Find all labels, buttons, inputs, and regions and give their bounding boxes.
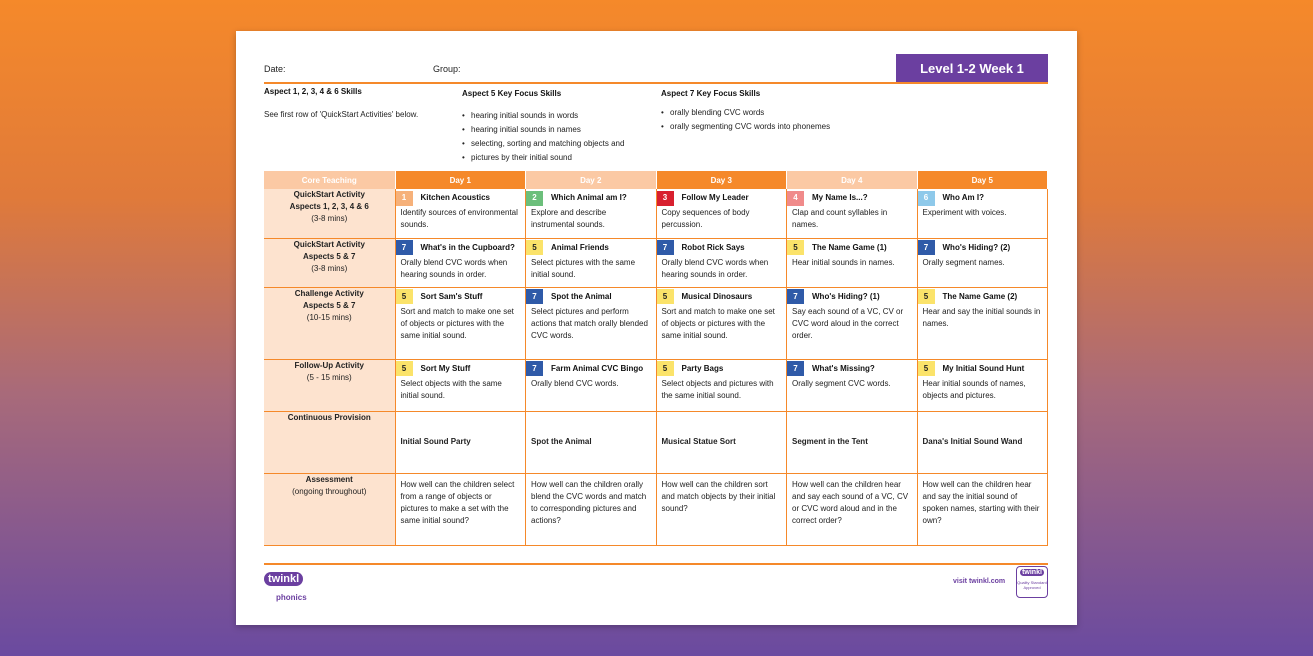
activity-title: Sort My Stuff — [420, 363, 471, 373]
activity-title: The Name Game (2) — [942, 291, 1018, 301]
activity-row — [264, 287, 1048, 359]
activity-row — [264, 189, 1048, 238]
activity-header — [662, 239, 783, 257]
activity-header — [531, 288, 652, 306]
activity-cell — [395, 238, 526, 287]
activity-description: Select pictures with the same initial sound. — [531, 257, 636, 279]
day-header: Day 4 — [787, 171, 918, 189]
activity-description: Orally segment names. — [922, 257, 1005, 267]
header-divider — [264, 82, 1048, 84]
activity-description: Select pictures and perform actions that match orally blended CVC words. — [531, 306, 648, 340]
day-header: Day 1 — [395, 171, 526, 189]
activity-title: Who Am I? — [942, 193, 984, 202]
activity-cell — [917, 287, 1048, 359]
planning-sheet — [236, 31, 1077, 625]
activity-row — [264, 359, 1048, 411]
aspect-badge: 2 — [526, 191, 543, 206]
group-label: Group: — [433, 64, 461, 74]
aspect-badge: 7 — [526, 289, 543, 304]
activity-header — [662, 360, 783, 378]
continuous-provision-row — [264, 411, 1048, 473]
activity-cell — [787, 238, 918, 287]
activity-description: Orally segment CVC words. — [792, 378, 891, 388]
activity-cell — [395, 359, 526, 411]
activity-title: Robot Rick Says — [681, 242, 745, 252]
row-label-title: QuickStart Activity — [293, 190, 365, 199]
provision-cell: Dana's Initial Sound Wand — [917, 411, 1048, 473]
visit-link[interactable]: visit twinkl.com — [953, 578, 1006, 585]
aspect-badge: 5 — [918, 289, 935, 304]
activity-title: Sort Sam's Stuff — [420, 291, 483, 301]
qa-badge-title: twinkl — [1020, 569, 1044, 576]
activity-title: What's in the Cupboard? — [420, 242, 515, 252]
row-label-duration: (10-15 mins) — [306, 312, 352, 322]
aspect-badge: 5 — [396, 289, 413, 304]
aspect5-heading: Aspect 5 Key Focus Skills — [462, 89, 562, 98]
logo-subtext: phonics — [276, 593, 307, 602]
activity-header — [792, 360, 913, 378]
activity-cell — [526, 189, 657, 238]
provision-cell: Musical Statue Sort — [656, 411, 787, 473]
activity-cell — [787, 359, 918, 411]
activity-title: Which Animal am I? — [551, 193, 627, 202]
activity-description: Select objects and pictures with the same initial sound. — [661, 378, 774, 400]
aspect-badge: 5 — [918, 361, 935, 376]
row-label — [264, 411, 395, 473]
provision-cell: Segment in the Tent — [787, 411, 918, 473]
aspect1-heading: Aspect 1, 2, 3, 4 & 6 Skills — [264, 87, 362, 96]
planning-table — [264, 171, 1048, 546]
activity-cell — [656, 359, 787, 411]
activity-header — [662, 288, 783, 306]
activity-title: Party Bags — [681, 363, 724, 373]
activity-header — [531, 239, 652, 257]
assessment-row — [264, 473, 1048, 545]
aspect-badge: 6 — [918, 191, 935, 206]
activity-description: Experiment with voices. — [922, 208, 1007, 217]
activity-header — [923, 288, 1044, 306]
activity-cell — [656, 287, 787, 359]
row-label — [264, 287, 395, 359]
qa-badge-text: Quality Standard Approved — [1017, 580, 1047, 590]
activity-cell — [787, 189, 918, 238]
activity-header — [401, 189, 522, 207]
aspect-badge: 5 — [787, 240, 804, 255]
aspect5-item: • hearing initial sounds in words — [462, 109, 624, 123]
activity-description: Orally blend CVC words. — [531, 378, 619, 388]
activity-description: Explore and describe instrumental sounds. — [531, 208, 607, 229]
activity-title: Musical Dinosaurs — [681, 291, 753, 301]
aspect-badge: 5 — [526, 240, 543, 255]
activity-header — [401, 239, 522, 257]
activity-description: Copy sequences of body percussion. — [661, 208, 750, 229]
row-label-aspects: Aspects 1, 2, 3, 4 & 6 — [289, 202, 369, 211]
row-label-title: Assessment — [305, 474, 353, 484]
activity-header — [792, 189, 913, 207]
date-label: Date: — [264, 64, 286, 74]
activity-row — [264, 238, 1048, 287]
row-label-aspects: Aspects 5 & 7 — [303, 300, 356, 310]
row-label — [264, 238, 395, 287]
row-label — [264, 189, 395, 238]
day-header: Day 3 — [656, 171, 787, 189]
aspect-badge: 7 — [918, 240, 935, 255]
provision-cell: Initial Sound Party — [395, 411, 526, 473]
aspect5-list — [462, 109, 624, 165]
activity-header — [531, 360, 652, 378]
level-title: Level 1-2 Week 1 — [896, 54, 1048, 82]
assessment-cell: How well can the children select from a range of objects or pictures to make a set with the same initial sound? — [395, 473, 526, 545]
activity-cell — [656, 189, 787, 238]
core-teaching-header: Core Teaching — [264, 171, 395, 189]
aspect-badge: 7 — [526, 361, 543, 376]
aspect-badge: 3 — [657, 191, 674, 206]
activity-description: Say each sound of a VC, CV or CVC word aloud in the correct order. — [792, 306, 904, 340]
activity-cell — [917, 238, 1048, 287]
activity-header — [531, 189, 652, 207]
activity-description: Orally blend CVC words when hearing sounds in order. — [661, 257, 769, 279]
aspect-badge: 7 — [787, 289, 804, 304]
aspect-badge: 7 — [657, 240, 674, 255]
activity-description: Identify sources of environmental sounds. — [400, 208, 518, 229]
activity-cell — [656, 238, 787, 287]
activity-title: Who's Hiding? (2) — [942, 242, 1011, 252]
activity-title: Follow My Leader — [681, 193, 749, 202]
activity-cell — [917, 359, 1048, 411]
activity-header — [792, 288, 913, 306]
provision-cell: Spot the Animal — [526, 411, 657, 473]
activity-description: Hear initial sounds in names. — [792, 257, 895, 267]
assessment-cell: How well can the children hear and say each sound of a VC, CV or CVC word aloud and in the correct order? — [787, 473, 918, 545]
activity-cell — [526, 359, 657, 411]
activity-description: Select objects with the same initial sound. — [400, 378, 502, 400]
aspect5-item: • hearing initial sounds in names — [462, 123, 624, 137]
day-header: Day 2 — [526, 171, 657, 189]
aspect7-list — [661, 106, 830, 134]
aspect-badge: 4 — [787, 191, 804, 206]
row-label-duration: (3-8 mins) — [311, 263, 348, 273]
activity-header — [923, 189, 1044, 207]
activity-cell — [526, 287, 657, 359]
aspect-badge: 7 — [787, 361, 804, 376]
row-label-title: Challenge Activity — [294, 288, 364, 298]
footer-divider — [264, 563, 1048, 565]
aspect7-heading: Aspect 7 Key Focus Skills — [661, 89, 761, 98]
aspect-badge: 5 — [657, 289, 674, 304]
activity-cell — [526, 238, 657, 287]
row-label — [264, 473, 395, 545]
activity-title: Animal Friends — [551, 242, 609, 252]
twinkl-phonics-logo — [264, 569, 314, 602]
aspect-badge: 5 — [657, 361, 674, 376]
aspect5-item: • selecting, sorting and matching objects and — [462, 137, 624, 151]
activity-title: My Name Is...? — [812, 193, 868, 202]
activity-description: Orally blend CVC words when hearing sounds in order. — [400, 257, 508, 279]
row-label-duration: (3-8 mins) — [311, 214, 348, 223]
activity-title: What's Missing? — [812, 363, 875, 373]
aspect-badge: 1 — [396, 191, 413, 206]
aspect-badge: 7 — [396, 240, 413, 255]
activity-header — [923, 360, 1044, 378]
aspect1-text: See first row of 'QuickStart Activities' below. — [264, 110, 419, 119]
activity-header — [662, 189, 783, 207]
assessment-cell: How well can the children hear and say the initial sound of spoken names, starting with their own? — [917, 473, 1048, 545]
activity-title: My Initial Sound Hunt — [942, 363, 1025, 373]
day-header: Day 5 — [917, 171, 1048, 189]
quality-approved-badge — [1016, 566, 1048, 598]
activity-description: Clap and count syllables in names. — [792, 208, 888, 229]
aspect7-item: • orally segmenting CVC words into phonemes — [661, 120, 830, 134]
activity-cell — [395, 287, 526, 359]
activity-cell — [787, 287, 918, 359]
row-label-aspects: Aspects 5 & 7 — [303, 251, 356, 261]
activity-header — [401, 288, 522, 306]
row-label-title: Continuous Provision — [287, 412, 371, 422]
activity-cell — [917, 189, 1048, 238]
activity-title: Spot the Animal — [551, 291, 612, 301]
aspect7-item: • orally blending CVC words — [661, 106, 830, 120]
logo-text: twinkl — [264, 572, 303, 586]
activity-title: Kitchen Acoustics — [420, 193, 490, 202]
activity-title: The Name Game (1) — [812, 242, 887, 252]
activity-description: Sort and match to make one set of objects or pictures with the same initial sound. — [400, 306, 514, 340]
row-label-title: QuickStart Activity — [293, 239, 365, 249]
assessment-cell: How well can the children orally blend the CVC words and match to corresponding pictures and actions? — [526, 473, 657, 545]
activity-title: Who's Hiding? (1) — [812, 291, 880, 301]
activity-description: Hear and say the initial sounds in names. — [922, 306, 1041, 328]
aspect-badge: 5 — [396, 361, 413, 376]
activity-cell — [395, 189, 526, 238]
row-label — [264, 359, 395, 411]
activity-header — [923, 239, 1044, 257]
activity-header — [401, 360, 522, 378]
row-label-title: Follow-Up Activity — [294, 360, 364, 370]
row-label-aspects: (5 - 15 mins) — [306, 372, 352, 382]
activity-header — [792, 239, 913, 257]
row-label-duration: (ongoing throughout) — [292, 486, 367, 496]
activity-description: Sort and match to make one set of objects or pictures with the same initial sound. — [661, 306, 775, 340]
assessment-cell: How well can the children sort and match objects by their initial sound? — [656, 473, 787, 545]
activity-title: Farm Animal CVC Bingo — [551, 363, 644, 373]
aspect5-item: • pictures by their initial sound — [462, 151, 624, 165]
activity-description: Hear initial sounds of names, objects and pictures. — [922, 378, 1026, 400]
